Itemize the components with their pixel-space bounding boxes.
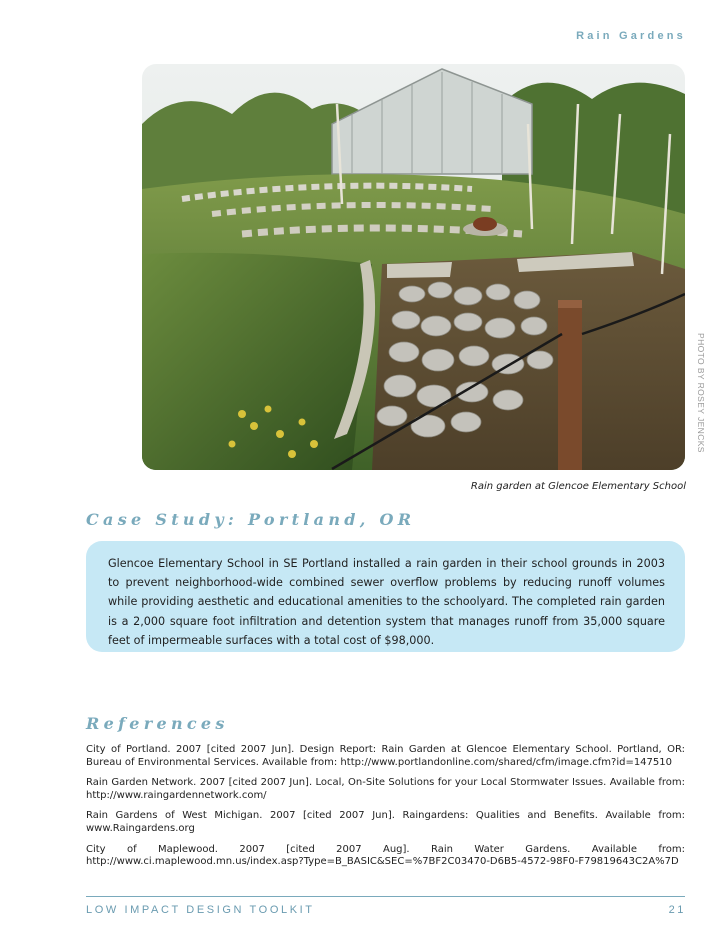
reference-item: City of Maplewood. 2007 [cited 2007 Aug]. Rain Water Gardens. Available from: http://www.ci.maplewood.mn.us/index.asp?Type=B_BASIC&SEC=%7BF2C03470-D6B5-4572-98F0-F79819643C2A%7D [86, 843, 685, 868]
reference-item: City of Portland. 2007 [cited 2007 Jun]. Design Report: Rain Garden at Glencoe Elementary School. Portland, OR: Bureau of Environmental Services. Available from: http://www.portlandonline.com/shared/cfm/image.cfm?id=147510 [86, 744, 685, 768]
references-heading: References [86, 714, 229, 733]
photo-caption: Rain garden at Glencoe Elementary School [470, 481, 686, 492]
reference-item: Rain Garden Network. 2007 [cited 2007 Jun]. Local, On-Site Solutions for your Local Stormwater Issues. Available from: http://www.raingardennetwork.com/ [86, 777, 685, 801]
footer-title: LOW IMPACT DESIGN TOOLKIT [86, 904, 315, 916]
case-study-heading: Case Study: Portland, OR [86, 510, 416, 529]
running-header: Rain Gardens [576, 30, 686, 42]
reference-item: Rain Gardens of West Michigan. 2007 [cited 2007 Jun]. Raingardens: Qualities and Benefits. Available from: www.Raingardens.org [86, 810, 685, 834]
reference-list [86, 744, 685, 877]
rain-garden-illustration [142, 64, 685, 470]
case-study-text: Glencoe Elementary School in SE Portland installed a rain garden in their school grounds in 2003 to prevent neighborhood-wide combined sewer overflow problems by reducing runoff volumes while providing aesthetic and educational amenities to the schoolyard. The completed rain garden is a 2,000 square foot infiltration and detention system that manages runoff from 35,000 square feet of impermeable surfaces with a total cost of $98,000. [108, 557, 665, 647]
photo-credit: PHOTO BY ROSEY JENCKS [696, 333, 706, 453]
page-number: 21 [668, 904, 686, 916]
rain-garden-photo [142, 64, 685, 470]
case-study-box [86, 541, 685, 652]
footer-divider [86, 896, 685, 897]
